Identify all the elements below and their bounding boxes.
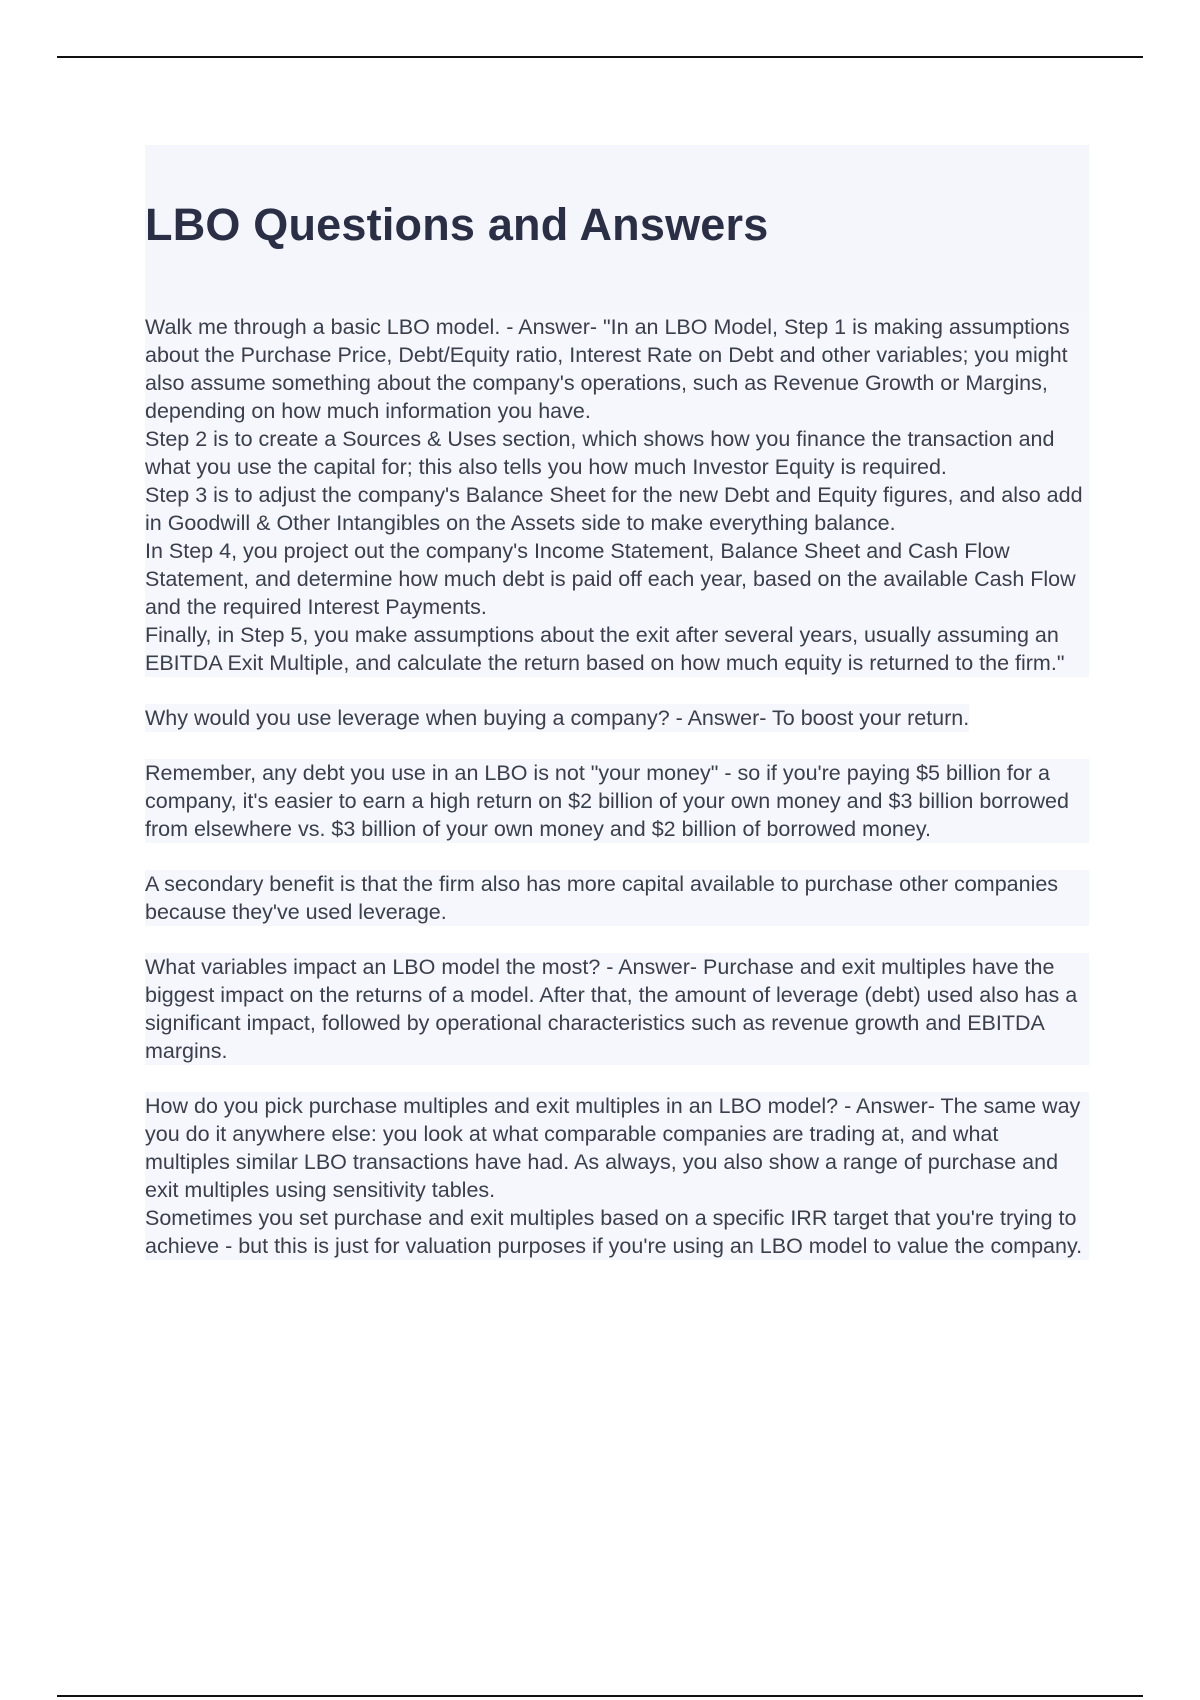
paragraph: How do you pick purchase multiples and exit multiples in an LBO model? - Answer- The same way you do it anywhere else: you look at what comparable companies are trading at, and what multiples similar LBO transactions have had. As always, you also show a range of purchase and exit multiples using sensitivity tables. <box>145 1092 1089 1204</box>
qa-block-5 <box>145 953 1089 1065</box>
paragraph: Step 3 is to adjust the company's Balance Sheet for the new Debt and Equity figures, and also add in Goodwill & Other Intangibles on the Assets side to make everything balance. <box>145 481 1089 537</box>
paragraph: Finally, in Step 5, you make assumptions about the exit after several years, usually assuming an EBITDA Exit Multiple, and calculate the return based on how much equity is returned to the firm." <box>145 621 1089 677</box>
qa-block-4 <box>145 870 1089 926</box>
paragraph: In Step 4, you project out the company's Income Statement, Balance Sheet and Cash Flow Statement, and determine how much debt is paid off each year, based on the available Cash Flow and the required Interest Payments. <box>145 537 1089 621</box>
document-body <box>145 313 1089 1287</box>
paragraph: What variables impact an LBO model the most? - Answer- Purchase and exit multiples have the biggest impact on the returns of a model. After that, the amount of leverage (debt) used also has a significant impact, followed by operational characteristics such as revenue growth and EBITDA margins. <box>145 953 1089 1065</box>
top-rule <box>57 56 1143 58</box>
bottom-rule <box>57 1695 1143 1697</box>
paragraph: Why would you use leverage when buying a company? - Answer- To boost your return. <box>145 706 970 730</box>
document-title: LBO Questions and Answers <box>145 199 769 250</box>
qa-block-1 <box>145 313 1089 677</box>
paragraph: Sometimes you set purchase and exit multiples based on a specific IRR target that you're trying to achieve - but this is just for valuation purposes if you're using an LBO model to value the company. <box>145 1204 1089 1260</box>
qa-block-6 <box>145 1092 1089 1260</box>
qa-block-2 <box>145 704 1089 732</box>
paragraph: A secondary benefit is that the firm also has more capital available to purchase other companies because they've used leverage. <box>145 870 1089 926</box>
qa-block-3 <box>145 759 1089 843</box>
title-band <box>145 145 1089 313</box>
paragraph: Remember, any debt you use in an LBO is not "your money" - so if you're paying $5 billion for a company, it's easier to earn a high return on $2 billion of your own money and $3 billion borrowed from elsewhere vs. $3 billion of your own money and $2 billion of borrowed money. <box>145 759 1089 843</box>
paragraph: Walk me through a basic LBO model. - Answer- "In an LBO Model, Step 1 is making assumptions about the Purchase Price, Debt/Equity ratio, Interest Rate on Debt and other variables; you might also assume something about the company's operations, such as Revenue Growth or Margins, depending on how much information you have. <box>145 313 1089 425</box>
paragraph: Step 2 is to create a Sources & Uses section, which shows how you finance the transaction and what you use the capital for; this also tells you how much Investor Equity is required. <box>145 425 1089 481</box>
